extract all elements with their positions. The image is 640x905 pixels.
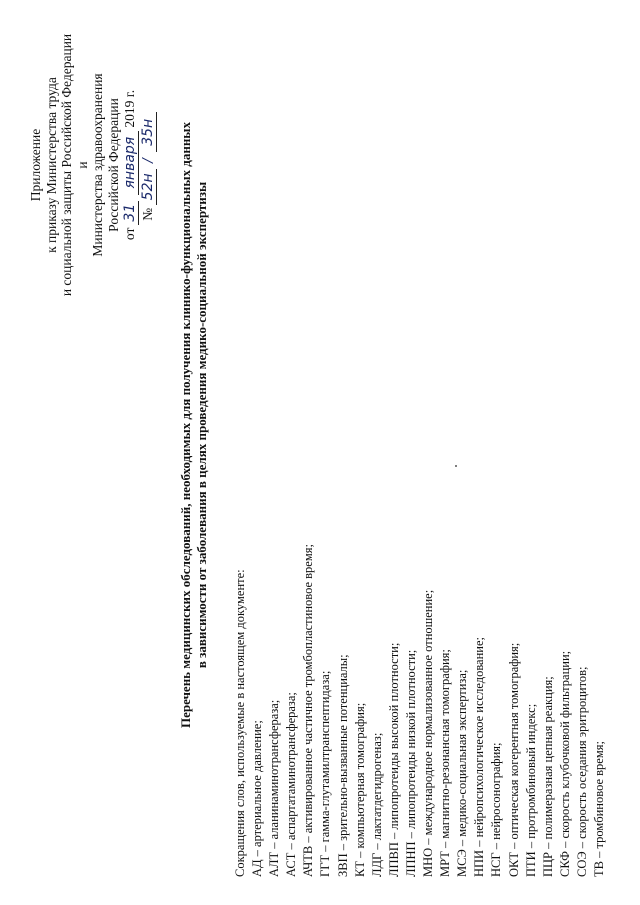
abbreviation-item: ОКТ – оптическая когерентная томография; bbox=[506, 642, 521, 877]
order-number-line bbox=[140, 30, 157, 300]
title-line-2: в зависимости от заболевания в целях проведения медико-социальной экспертизы bbox=[194, 181, 209, 669]
abbreviation-item: ПЦР – полимеразная цепная реакция; bbox=[540, 676, 555, 877]
document-title bbox=[178, 75, 210, 775]
abbreviation-item: МРТ – магнитно-резонансная томография; bbox=[438, 649, 453, 877]
order-day-handwritten: 31 bbox=[123, 201, 139, 225]
order-month-handwritten: января bbox=[123, 131, 139, 195]
order-number-label: № bbox=[140, 207, 155, 221]
abbreviation-item: АЧТВ – активированное частичное тромбопластиновое время; bbox=[301, 544, 316, 877]
appendix-line: и социальной защиты Российской Федерации bbox=[59, 33, 74, 297]
abbreviation-item: АЛТ – аланинаминотрансфераза; bbox=[267, 699, 282, 877]
appendix-line: Российской Федерации bbox=[105, 98, 121, 232]
appendix-block bbox=[28, 30, 157, 300]
appendix-line: к приказу Министерства труда bbox=[43, 77, 59, 253]
order-date-line bbox=[122, 30, 139, 300]
abbreviation-item: МНО – международное нормализованное отношение; bbox=[421, 589, 436, 877]
order-number-separator: / bbox=[140, 158, 156, 163]
abbreviation-item: НСГ – нейросонография; bbox=[489, 742, 504, 877]
abbreviation-item: СОЭ – скорость оседания эритроцитов; bbox=[574, 666, 589, 877]
abbreviation-item: НПИ – нейропсихологическое исследование; bbox=[472, 636, 487, 877]
scan-speck bbox=[455, 465, 457, 467]
abbreviation-item: ЛПВП – липопротеиды высокой плотности; bbox=[386, 642, 401, 877]
appendix-line: Приложение bbox=[28, 128, 43, 202]
order-number-handwritten: 52н bbox=[141, 169, 157, 205]
abbreviation-item: ПТИ – протромбиновый индекс; bbox=[523, 703, 538, 877]
order-from-label: от bbox=[122, 227, 137, 241]
order-number-2-handwritten: 35н bbox=[141, 112, 157, 152]
title-line-1: Перечень медицинских обследований, необходимых для получения клинико-функциональных данных bbox=[178, 122, 193, 728]
abbreviation-item: АСТ – аспартатаминотрансфераза; bbox=[284, 692, 299, 877]
order-year: 2019 г. bbox=[122, 89, 137, 128]
abbreviations-list bbox=[232, 257, 608, 877]
abbreviation-item: КТ – компьютерная томография; bbox=[352, 702, 367, 877]
abbreviations-intro: Сокращения слов, используемые в настоящем документе: bbox=[233, 569, 247, 877]
abbreviation-item: ЛДГ – лактатдегидрогеназ; bbox=[369, 732, 384, 877]
abbreviation-item: ЗВП – зрительно-вызванные потенциалы; bbox=[335, 654, 350, 877]
abbreviation-item: СКФ – скорость клубочковой фильтрации; bbox=[557, 650, 572, 877]
abbreviation-item: АД – артериальное давление; bbox=[250, 720, 265, 877]
abbreviation-item: МСЭ – медико-социальная экспертиза; bbox=[455, 669, 470, 877]
appendix-line: Министерства здравоохранения bbox=[90, 73, 105, 257]
abbreviation-item: ГГТ – гамма-глутамилтранспептидаза; bbox=[318, 670, 333, 877]
abbreviation-item: ТВ – тромбиновое время; bbox=[591, 741, 606, 877]
abbreviation-item: ЛПНП – липопротеиды низкой плотности; bbox=[403, 649, 418, 877]
appendix-line: и bbox=[74, 161, 90, 169]
